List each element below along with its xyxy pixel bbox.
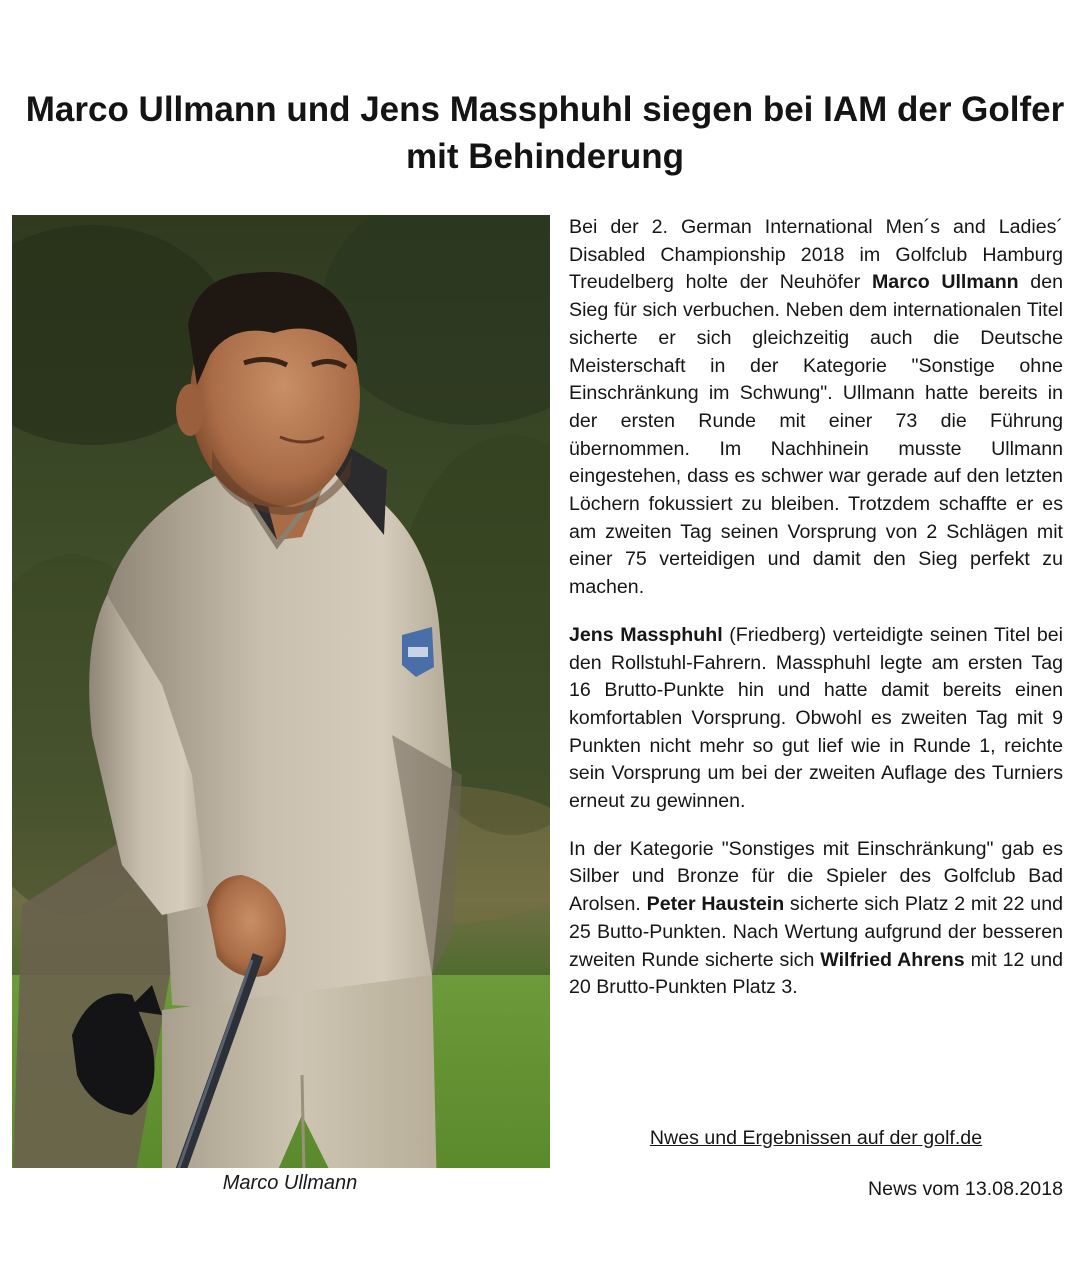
photo-caption: Marco Ullmann — [222, 1172, 358, 1194]
person-name-jens-massphuhl: Jens Massphuhl — [569, 623, 723, 646]
person-name-peter-haustein: Peter Haustein — [646, 893, 785, 916]
news-date: News vom 13.08.2018 — [868, 1178, 1063, 1200]
paragraph-text: In der Kategorie "Sonstiges mit Einschränkung" gab es Silber und Bronze für die Spieler des Golfclub Bad Arolsen. — [569, 837, 1063, 916]
article-paragraph-3 — [569, 836, 1063, 1002]
article-paragraph-1 — [569, 214, 1063, 602]
paragraph-text: mit 12 und 20 Brutto-Punkten Platz 3. — [569, 948, 1063, 999]
paragraph-text: (Friedberg) verteidigte seinen Titel bei den Rollstuhl-Fahrern. Massphuhl legte am ersten Tag 16 Brutto-Punkte hin und hatte damit bereits einen komfortablen Vorsprung. Obwohl es zweiten Tag mit 9 Punkten nicht mehr so gut lief wie in Runde 1, reichte sein Vorsprung um bei der zweiten Auflage des Turniers erneut zu gewinnen. — [569, 623, 1063, 813]
golfer-photo — [12, 215, 550, 1168]
golfer-photo-illustration — [12, 215, 550, 1168]
paragraph-text: Bei der 2. German International Men´s and Ladies´ Disabled Championship 2018 im Golfclub Hamburg Treudelberg holte der Neuhöfer — [569, 216, 1063, 294]
golf-de-news-link[interactable]: Nwes und Ergebnissen auf der golf.de — [649, 1127, 983, 1149]
article-headline: Marco Ullmann und Jens Massphuhl siegen bei IAM der Golfer mit Behinderung — [25, 90, 1065, 176]
person-name-marco-ullmann: Marco Ullmann — [871, 271, 1019, 294]
person-name-wilfried-ahrens: Wilfried Ahrens — [820, 948, 965, 971]
paragraph-text: sicherte sich Platz 2 mit 22 und 25 Butto-Punkten. Nach Wertung aufgrund der besseren zweiten Runde sicherte sich — [569, 893, 1063, 971]
article-body — [569, 214, 1063, 1022]
article-paragraph-2 — [569, 622, 1063, 816]
paragraph-text: den Sieg für sich verbuchen. Neben dem internationalen Titel sicherte er sich gleichzeitig auch die Deutsche Meisterschaft in der Kategorie "Sonstige ohne Einschränkung im Schwung". Ullmann hatte bereits in der ersten Runde mit einer 73 die Führung übernommen. Im Nachhinein musste Ullmann eingestehen, dass es schwer war gerade auf den letzten Löchern fokussiert zu bleiben. Trotzdem schaffte er es am zweiten Tag seinen Vorsprung von 2 Schlägen mit einer 75 verteidigen und damit den Sieg perfekt zu machen. — [569, 271, 1063, 599]
